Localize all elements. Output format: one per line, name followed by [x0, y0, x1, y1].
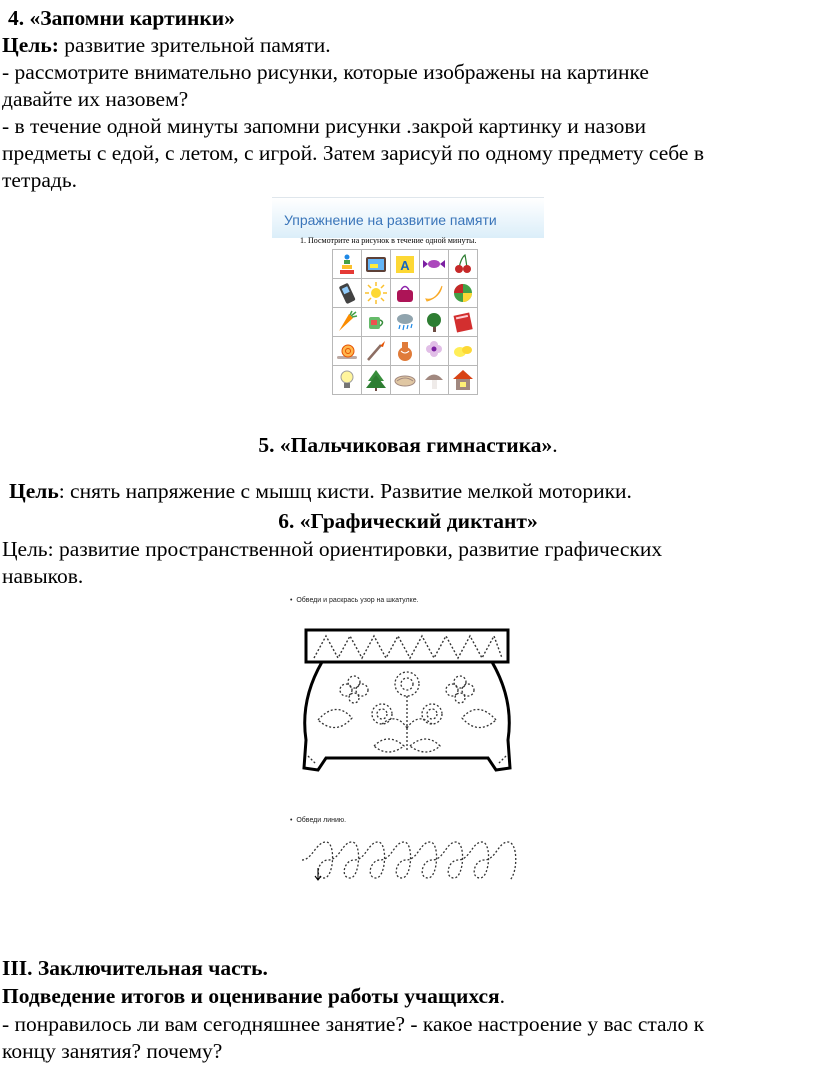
- section5-heading-dot: .: [552, 433, 558, 457]
- section6-line2: навыков.: [2, 564, 84, 588]
- sun-icon: [364, 281, 388, 305]
- grid-cell: [391, 279, 420, 308]
- section4-line3: - в течение одной минуты запомни рисунки .закрой картинку и назови: [2, 114, 646, 138]
- svg-text:A: A: [400, 258, 410, 273]
- tv-icon: [364, 252, 388, 276]
- grid-cell: [362, 279, 391, 308]
- trace-line-drawing: [296, 828, 526, 894]
- book-icon: [451, 310, 475, 334]
- section4-line4: предметы с едой, с летом, с игрой. Затем зарисуй по одному предмету себе в: [2, 141, 704, 165]
- goal-label: Цель: [9, 479, 59, 503]
- section4-goal: [2, 32, 331, 59]
- jug-icon: [393, 339, 417, 363]
- lemon-icon: [451, 339, 475, 363]
- grid-cell: [391, 250, 420, 279]
- section3-line2: концу занятия? почему?: [2, 1039, 223, 1063]
- grid-cell: [391, 337, 420, 366]
- section4-line2: давайте их назовем?: [2, 87, 189, 111]
- grid-cell: [420, 337, 449, 366]
- pie-icon: [393, 368, 417, 392]
- bulb-icon: [335, 368, 359, 392]
- card-instruction: 1. Посмотрите на рисунок в течение одной минуты.: [300, 236, 477, 245]
- grid-cell: [420, 308, 449, 337]
- banana-icon: [422, 281, 446, 305]
- section4-heading: 4. «Запомни картинки»: [8, 6, 235, 30]
- card-title: Упражнение на развитие памяти: [284, 212, 497, 228]
- caption-line-text: Обведи линию.: [296, 817, 347, 824]
- grid-cell: [420, 366, 449, 395]
- ball-icon: [451, 281, 475, 305]
- grid-cell: [333, 308, 362, 337]
- grid-cell: [333, 250, 362, 279]
- goal-text: развитие зрительной памяти.: [58, 33, 331, 57]
- section3-subheading-text: Подведение итогов и оценивание работы учащихся: [2, 984, 500, 1008]
- section5-heading-text: 5. «Пальчиковая гимнастика»: [258, 433, 553, 457]
- tree-icon: [422, 310, 446, 334]
- decorated-box-drawing: [296, 620, 518, 790]
- section4-line5: тетрадь.: [2, 168, 78, 192]
- cup-icon: [364, 310, 388, 334]
- mushroom-icon: [422, 368, 446, 392]
- arrow-icon: [315, 868, 321, 880]
- section3-subheading: [2, 983, 505, 1010]
- section3-line1: - понравилось ли вам сегодняшнее занятие? - какое настроение у вас стало к: [2, 1012, 705, 1036]
- candy-icon: [422, 252, 446, 276]
- grid-cell: [391, 308, 420, 337]
- section6-line1: Цель: развитие пространственной ориентировки, развитие графических: [2, 537, 663, 561]
- carrot-icon: [335, 310, 359, 334]
- letter-block-icon: [393, 252, 417, 276]
- section3-heading: III. Заключительная часть.: [2, 956, 268, 980]
- pyramid-toy-icon: [335, 252, 359, 276]
- grid-cell: [333, 337, 362, 366]
- section5-heading: [0, 432, 816, 459]
- flower-icon: [422, 339, 446, 363]
- phone-icon: [335, 281, 359, 305]
- caption-chest: • Обведи и раскрась узор на шкатулке.: [290, 597, 419, 604]
- handbag-icon: [393, 281, 417, 305]
- snail-icon: [335, 339, 359, 363]
- goal-label: Цель:: [2, 33, 59, 57]
- caption-chest-text: Обведи и раскрась узор на шкатулке.: [296, 597, 419, 604]
- section6-heading: 6. «Графический диктант»: [278, 509, 538, 533]
- grid-cell: [449, 279, 478, 308]
- section3-subheading-dot: .: [499, 984, 506, 1008]
- fir-tree-icon: [364, 368, 388, 392]
- grid-cell: [333, 279, 362, 308]
- grid-cell: [449, 337, 478, 366]
- memory-exercise-card: [272, 197, 544, 401]
- grid-cell: [391, 366, 420, 395]
- dashed-loop-line: [302, 842, 516, 880]
- picture-grid: [332, 249, 478, 395]
- grid-cell: [362, 366, 391, 395]
- cloud-rain-icon: [393, 310, 417, 334]
- grid-cell: [449, 366, 478, 395]
- house-icon: [451, 368, 475, 392]
- grid-cell: [362, 337, 391, 366]
- grid-cell: [449, 250, 478, 279]
- goal-text: : снять напряжение с мышц кисти. Развитие мелкой моторики.: [58, 479, 632, 503]
- grid-cell: [333, 366, 362, 395]
- grid-cell: [420, 279, 449, 308]
- caption-line: • Обведи линию.: [290, 817, 347, 824]
- cherries-icon: [451, 252, 475, 276]
- section4-line1: - рассмотрите внимательно рисунки, которые изображены на картинке: [2, 60, 649, 84]
- grid-cell: [420, 250, 449, 279]
- grid-cell: [362, 250, 391, 279]
- card-banner: [272, 198, 544, 238]
- grid-cell: [449, 308, 478, 337]
- grid-cell: [362, 308, 391, 337]
- section5-goal: [9, 478, 632, 505]
- brush-icon: [364, 339, 388, 363]
